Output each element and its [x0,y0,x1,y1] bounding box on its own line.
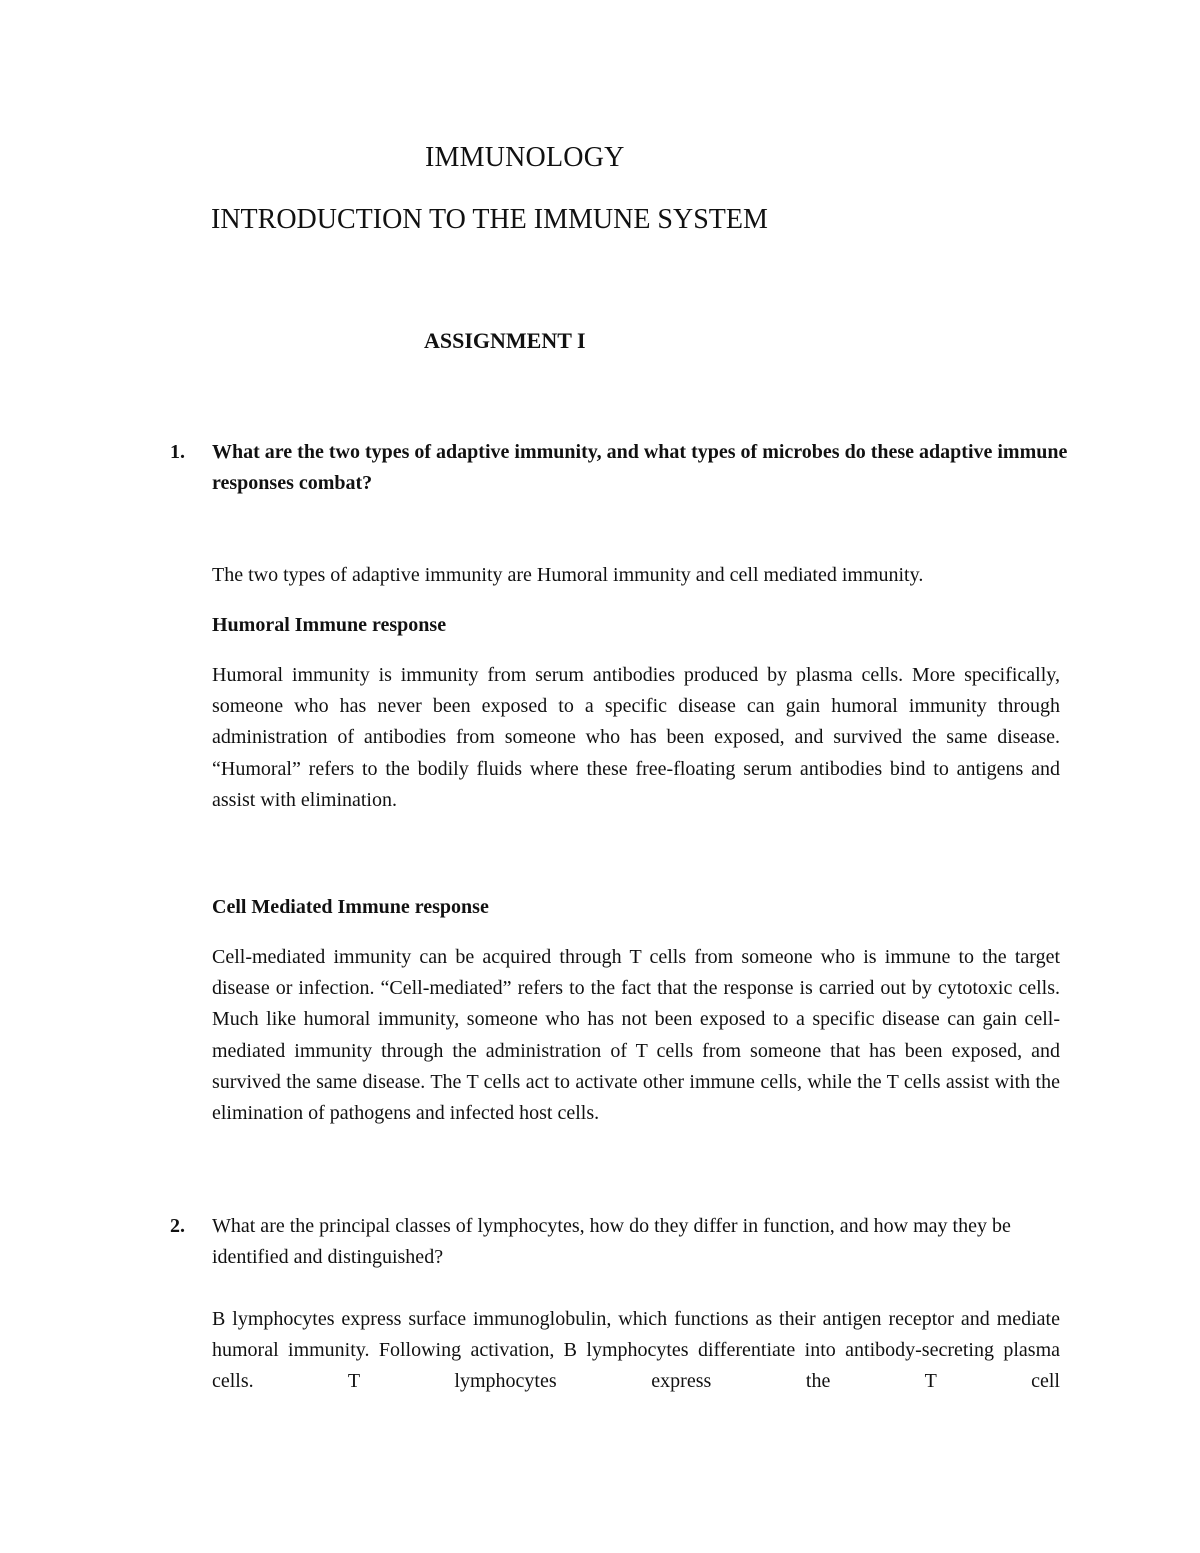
question-text: What are the two types of adaptive immunity, and what types of microbes do these adaptive immune responses combat? [212,441,1068,494]
question-text: What are the principal classes of lymphocytes, how do they differ in function, and how may they be identified and distinguished? [212,1215,1011,1268]
section-heading-humoral: Humoral Immune response [212,614,447,636]
section-body-cell-mediated: Cell-mediated immunity can be acquired through T cells from someone who is immune to the target disease or infection. “Cell-mediated” refers to the fact that the response is carried out by cytotoxic cells. Much like humoral immunity, someone who has not been exposed to a specific disease can gain cell-mediated immunity through the administration of T cells from someone that has been exposed, and survived the same disease. The T cells act to activate other immune cells, while the T cells assist with the elimination of pathogens and infected host cells. [212,946,1060,1125]
question-2 [170,1211,1070,1273]
question-number: 1. [170,441,185,463]
document-subtitle: INTRODUCTION TO THE IMMUNE SYSTEM [211,204,768,235]
answer-intro: The two types of adaptive immunity are Humoral immunity and cell mediated immunity. [212,564,924,586]
question-1 [170,437,1070,499]
document-title: IMMUNOLOGY [425,142,625,173]
section-heading-cell-mediated: Cell Mediated Immune response [212,896,489,918]
answer-lymphocytes: B lymphocytes express surface immunoglobulin, which functions as their antigen receptor and mediate humoral immunity. Following activation, B lymphocytes differentiate into antibody-secreting plasma cells. T lymphocytes express the T cell [212,1308,1060,1393]
section-body-humoral: Humoral immunity is immunity from serum antibodies produced by plasma cells. More specifically, someone who has never been exposed to a specific disease can gain humoral immunity through administration of antibodies from someone who has been exposed, and survived the same disease. “Humoral” refers to the bodily fluids where these free-floating serum antibodies bind to antigens and assist with elimination. [212,664,1060,811]
assignment-heading: ASSIGNMENT I [424,328,586,353]
question-number: 2. [170,1215,185,1237]
